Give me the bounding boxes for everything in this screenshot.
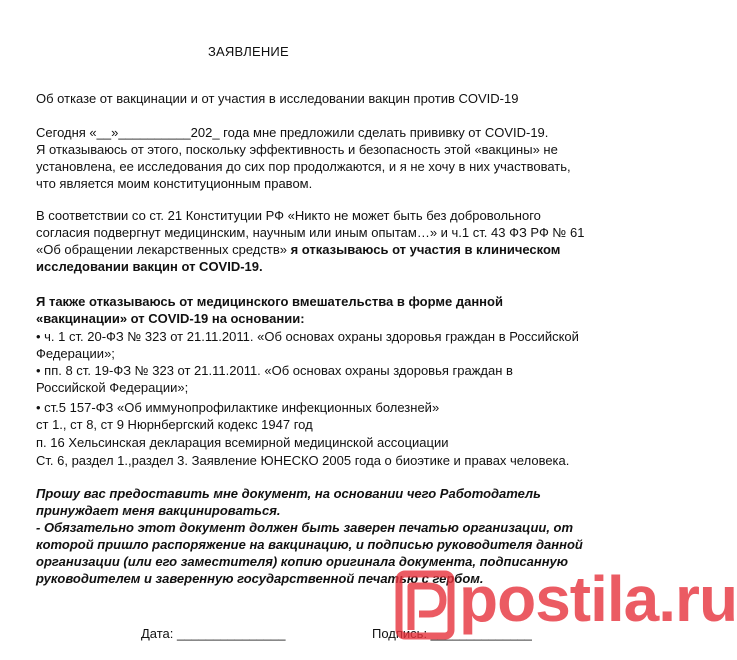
watermark-text: postila.ru [459, 563, 737, 635]
request-line: Прошу вас предоставить мне документ, на основании чего Работодатель [36, 486, 541, 501]
document-title: ЗАЯВЛЕНИЕ [208, 44, 289, 59]
request-line: руководителем и заверенную государственной печатью с гербом. [36, 571, 484, 586]
postila-watermark [393, 560, 737, 656]
legal-basis-line: Федерации»; [36, 346, 115, 361]
legal-basis-line: • ст.5 157-ФЗ «Об иммунопрофилактике инфекционных болезней» [36, 400, 440, 415]
p2-line: согласия подвергнут медицинским, научным или иным опытам…» и ч.1 ст. 43 ФЗ РФ № 61 [36, 225, 585, 240]
document-subject: Об отказе от вакцинации и от участия в исследовании вакцин против COVID-19 [36, 91, 519, 106]
request-line: - Обязательно этот документ должен быть заверен печатью организации, от [36, 520, 574, 535]
request-line: принуждает меня вакцинироваться. [36, 503, 281, 518]
legal-basis-line: • ч. 1 ст. 20-ФЗ № 323 от 21.11.2011. «Об основах охраны здоровья граждан в Российской [36, 329, 579, 344]
p1-line: установлена, ее исследования до сих пор продолжаются, и я не хочу в них участвовать, [36, 159, 571, 174]
request-line: организации (или его заместителя) копию оригинала документа, подписанную [36, 554, 569, 569]
legal-basis-line: Российской Федерации»; [36, 380, 189, 395]
p2-line: В соответствии со ст. 21 Конституции РФ «Никто не может быть без добровольного [36, 208, 541, 223]
legal-basis-line: ст 1., ст 8, ст 9 Нюрнбергский кодекс 1947 год [36, 417, 313, 432]
signature-field-label: Подпись: ______________ [372, 626, 532, 641]
legal-basis-line: • пп. 8 ст. 19-ФЗ № 323 от 21.11.2011. «Об основах охраны здоровья граждан в [36, 363, 513, 378]
date-field-label: Дата: _______________ [141, 626, 286, 641]
legal-basis-line: Ст. 6, раздел 1.,раздел 3. Заявление ЮНЕСКО 2005 года о биоэтике и правах человека. [36, 453, 570, 468]
p3-bold-line: Я также отказываюсь от медицинского вмешательства в форме данной [36, 294, 503, 309]
postila-logo-icon [393, 568, 459, 646]
p1-line: Сегодня «__»__________202_ года мне предложили сделать прививку от COVID-19. [36, 125, 549, 140]
p2-text: «Об обращении лекарственных средств» [36, 242, 291, 257]
request-line: которой пришло распоряжение на вакцинацию, и подписью руководителя данной [36, 537, 583, 552]
p3-bold-line: «вакцинации» от COVID-19 на основании: [36, 311, 305, 326]
p2-bold-line: исследовании вакцин от COVID-19. [36, 259, 263, 274]
p1-line: что является моим конституционным правом. [36, 176, 313, 191]
p2-line [36, 242, 560, 258]
legal-basis-line: п. 16 Хельсинская декларация всемирной медицинской ассоциации [36, 435, 449, 450]
p1-line: Я отказываюсь от этого, поскольку эффективность и безопасность этой «вакцины» не [36, 142, 558, 157]
p2-bold-text: я отказываюсь от участия в клиническом [290, 242, 561, 257]
